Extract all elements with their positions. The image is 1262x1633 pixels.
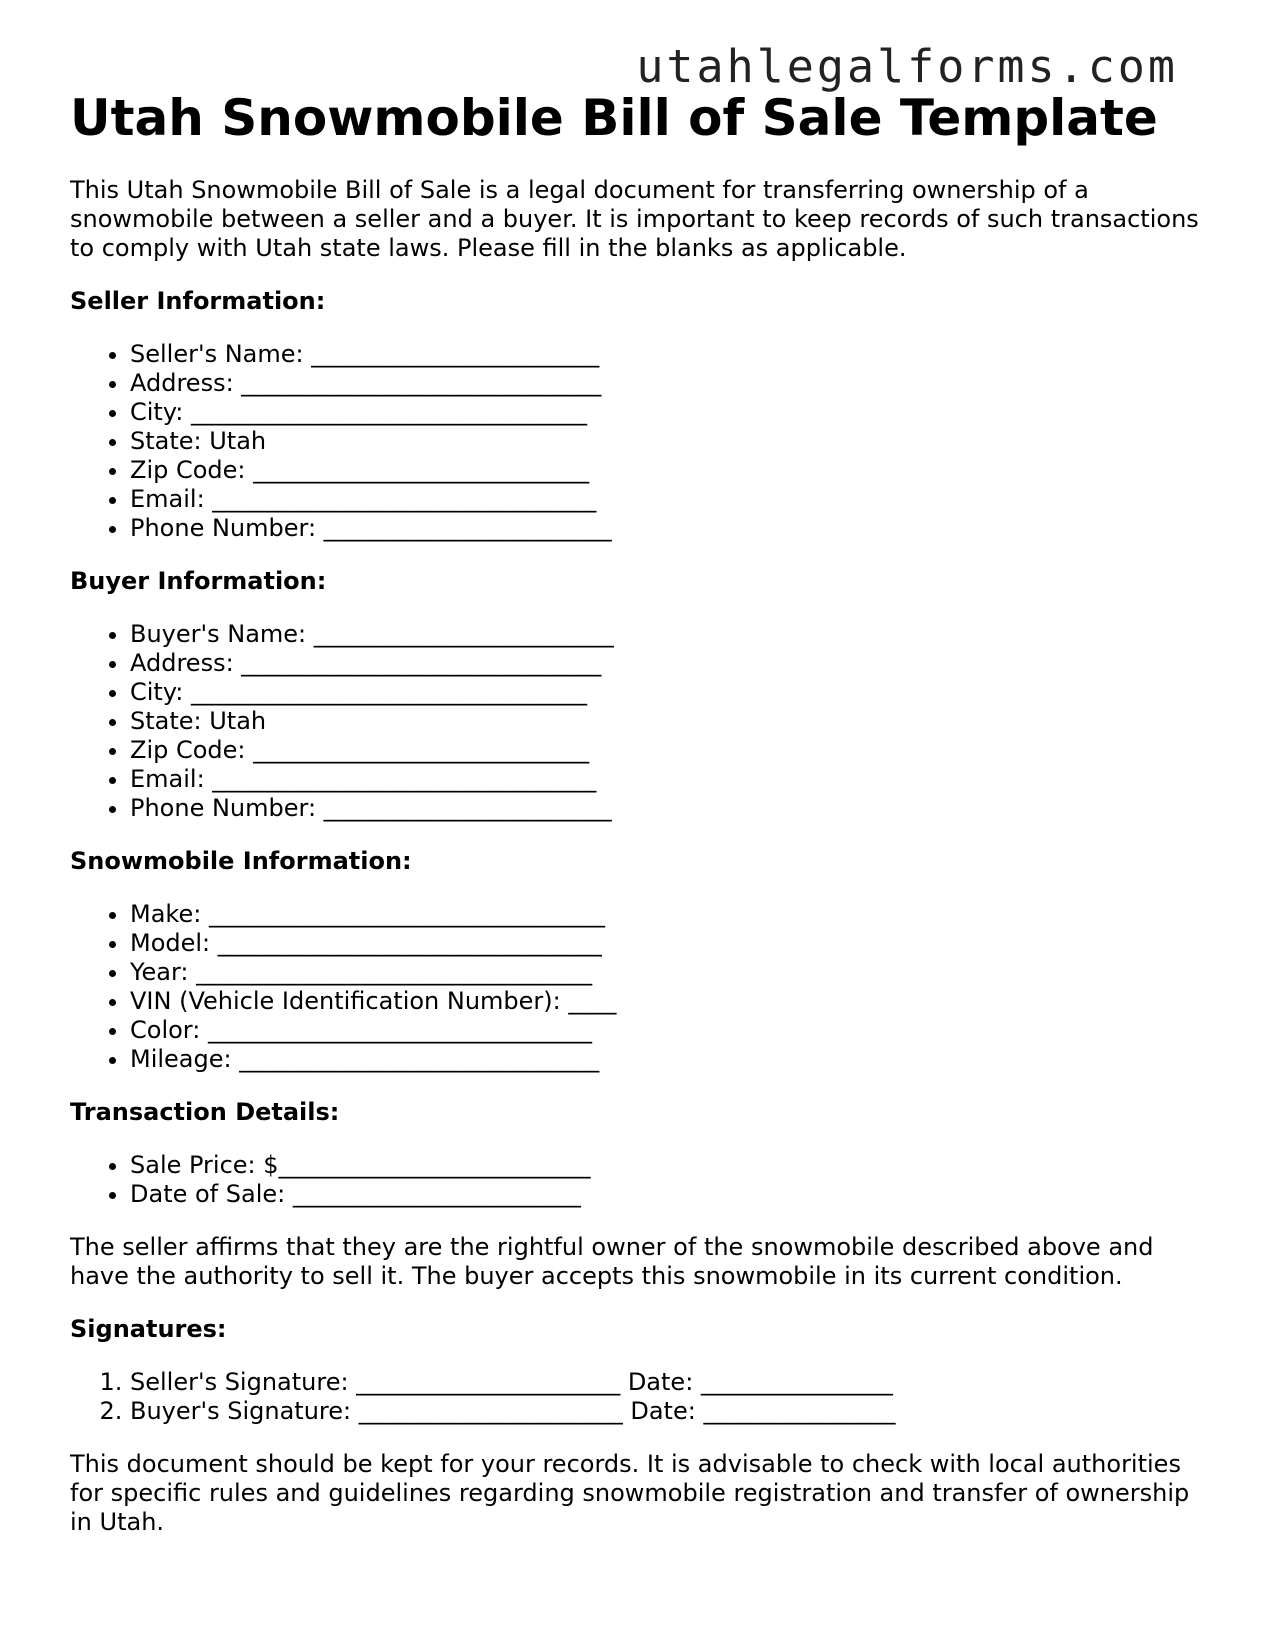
signatures-list (70, 1368, 1200, 1426)
seller-heading: Seller Information: (70, 287, 326, 315)
seller-list (70, 340, 1200, 543)
site-watermark: utahlegalforms.com (636, 40, 1178, 93)
snowmobile-list (70, 900, 1200, 1074)
snowmobile-model-field: • Model: ________________________________ (130, 929, 1200, 958)
snowmobile-make-field: • Make: _________________________________ (130, 900, 1200, 929)
transaction-list (70, 1151, 1200, 1209)
closing-paragraph: This document should be kept for your records. It is advisable to check with local authorities for specific rules and guidelines regarding snowmobile registration and transfer of ownership in Utah. (70, 1450, 1190, 1536)
seller-zip-field: • Zip Code: ____________________________ (130, 456, 1200, 485)
snowmobile-year-field: • Year: _________________________________ (130, 958, 1200, 987)
buyer-email-field: • Email: ________________________________ (130, 765, 1200, 794)
sale-date-field: • Date of Sale: ________________________ (130, 1180, 1200, 1209)
buyer-zip-field: • Zip Code: ____________________________ (130, 736, 1200, 765)
seller-phone-field: • Phone Number: ________________________ (130, 514, 1200, 543)
seller-city-field: • City: _________________________________ (130, 398, 1200, 427)
document-page (70, 86, 1200, 1537)
buyer-signature-line: 2. Buyer's Signature: ______________________ Date: ________________ (130, 1397, 1200, 1426)
intro-paragraph: This Utah Snowmobile Bill of Sale is a legal document for transferring ownership of a snowmobile between a seller and a buyer. It is important to keep records of such transactions to comply with Utah state laws. Please fill in the blanks as applicable. (70, 176, 1199, 262)
buyer-list (70, 620, 1200, 823)
seller-signature-line: 1. Seller's Signature: ______________________ Date: ________________ (130, 1368, 1200, 1397)
buyer-phone-field: • Phone Number: ________________________ (130, 794, 1200, 823)
seller-address-field: • Address: ______________________________ (130, 369, 1200, 398)
seller-email-field: • Email: ________________________________ (130, 485, 1200, 514)
snowmobile-vin-field: • VIN (Vehicle Identification Number): ____ (130, 987, 1200, 1016)
seller-name-field: • Seller's Name: ________________________ (130, 340, 1200, 369)
sale-price-field: • Sale Price: $__________________________ (130, 1151, 1200, 1180)
transaction-heading: Transaction Details: (70, 1098, 340, 1126)
buyer-address-field: • Address: ______________________________ (130, 649, 1200, 678)
snowmobile-mileage-field: • Mileage: ______________________________ (130, 1045, 1200, 1074)
snowmobile-heading: Snowmobile Information: (70, 847, 412, 875)
buyer-city-field: • City: _________________________________ (130, 678, 1200, 707)
buyer-name-field: • Buyer's Name: _________________________ (130, 620, 1200, 649)
affirmation-paragraph: The seller affirms that they are the rightful owner of the snowmobile described above and have the authority to sell it. The buyer accepts this snowmobile in its current condition. (70, 1233, 1154, 1290)
document-title: Utah Snowmobile Bill of Sale Template (70, 89, 1158, 147)
snowmobile-color-field: • Color: ________________________________ (130, 1016, 1200, 1045)
buyer-heading: Buyer Information: (70, 567, 327, 595)
buyer-state-field: • State: Utah (130, 707, 1200, 736)
seller-state-field: • State: Utah (130, 427, 1200, 456)
signatures-heading: Signatures: (70, 1315, 227, 1343)
